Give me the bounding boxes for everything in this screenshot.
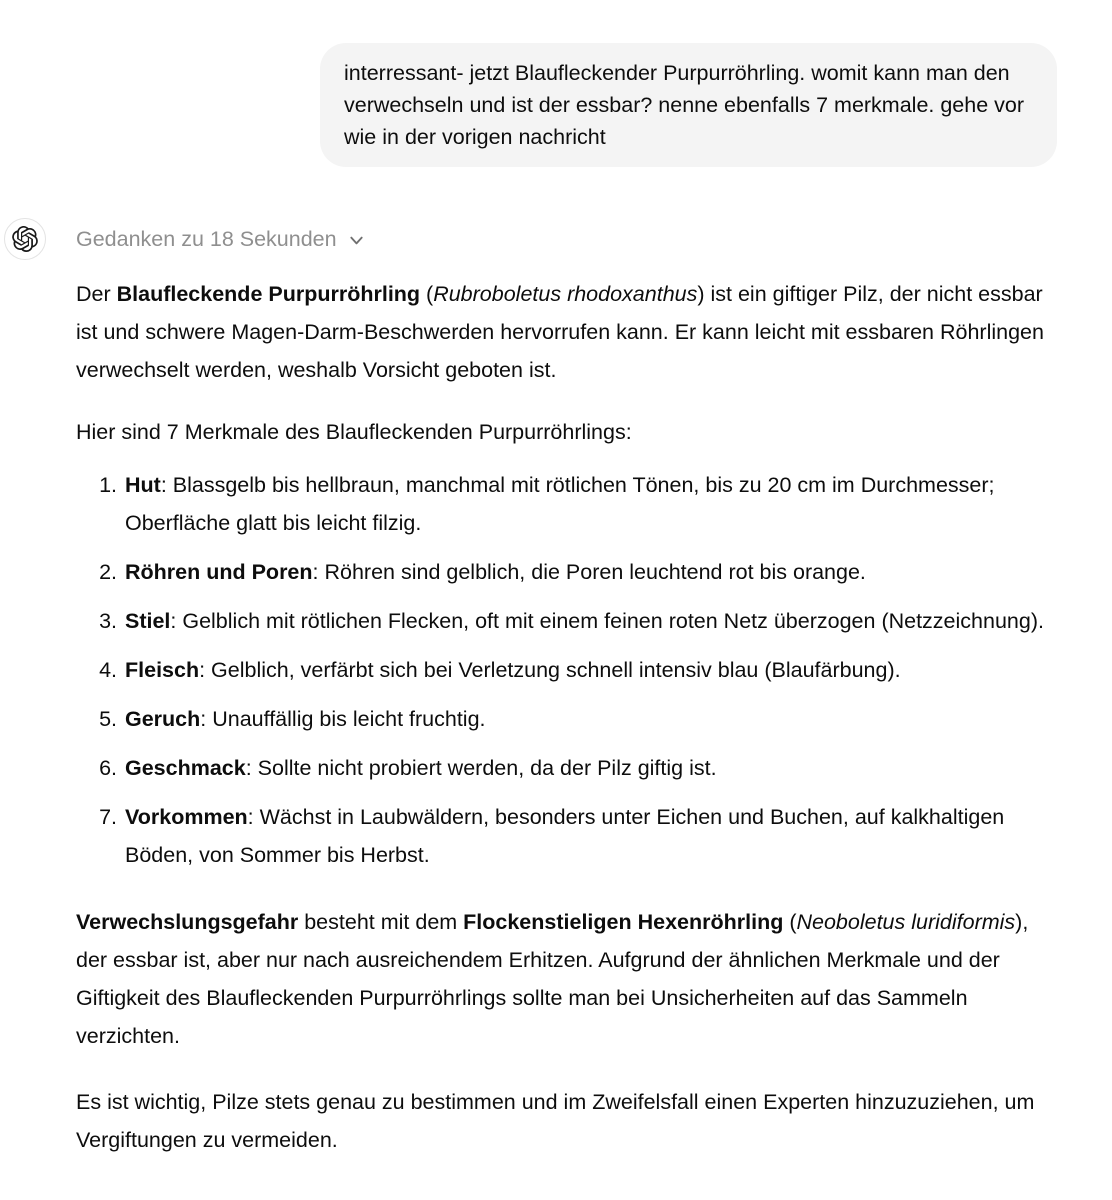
- latin-name-italic: Neoboletus luridiformis: [796, 910, 1016, 934]
- merkmal-item-vorkommen: [123, 798, 1056, 874]
- outro-paragraph: Es ist wichtig, Pilze stets genau zu bestimmen und im Zweifelsfall einen Experten hinzuzuziehen, um Vergiftungen zu vermeiden.: [76, 1090, 1035, 1152]
- user-message-bubble: [320, 43, 1057, 167]
- merkmale-list: [76, 466, 1056, 874]
- text-run: ), der essbar ist, aber nur nach ausreichendem Erhitzen. Aufgrund der ähnlichen Merkmale und der Giftigkeit des Blaufleckenden Purpurröhrlings sollte man bei Unsicherheiten auf das Sammeln verzichten.: [76, 910, 1029, 1048]
- merkmal-item-geschmack: [123, 749, 1056, 787]
- merkmal-item-roehren-poren: [123, 553, 1056, 591]
- merkmal-item-hut: [123, 466, 1056, 542]
- assistant-avatar: [4, 218, 46, 260]
- assistant-markdown: [76, 260, 1056, 1159]
- list-intro: Hier sind 7 Merkmale des Blaufleckenden Purpurröhrlings:: [76, 420, 632, 444]
- thoughts-label: Gedanken zu 18 Sekunden: [76, 226, 337, 251]
- intro-paragraph: [76, 275, 1056, 389]
- merkmal-item-fleisch: [123, 651, 1056, 689]
- merkmal-item-geruch: [123, 700, 1056, 738]
- assistant-message: [0, 218, 1112, 1159]
- user-message-row: [0, 0, 1112, 167]
- user-message-text: interressant- jetzt Blaufleckender Purpurröhrling. womit kann man den verwechseln und ist der essbar? nenne ebenfalls 7 merkmale. gehe vor wie in der vorigen nachricht: [344, 61, 1025, 149]
- text-run: Der: [76, 282, 117, 306]
- assistant-content: [76, 218, 1056, 1159]
- chevron-down-icon: [348, 232, 365, 249]
- text-run: (: [783, 910, 797, 934]
- openai-logo-icon: [12, 226, 38, 252]
- species-name-bold: Blaufleckende Purpurröhrling: [116, 282, 421, 306]
- text-run: (: [420, 282, 434, 306]
- merkmal-item-stiel: [123, 602, 1056, 640]
- merkmal-text: : Unauffällig bis leicht fruchtig.: [200, 707, 486, 731]
- warning-paragraph: [76, 903, 1056, 1055]
- thoughts-toggle-button[interactable]: [76, 218, 365, 260]
- merkmal-text: : Gelblich mit rötlichen Flecken, oft mit einem feinen roten Netz überzogen (Netzzeichnung).: [170, 609, 1044, 633]
- merkmal-text: : Wächst in Laubwäldern, besonders unter Eichen und Buchen, auf kalkhaltigen Böden, von Sommer bis Herbst.: [125, 805, 1005, 867]
- merkmal-text: : Sollte nicht probiert werden, da der Pilz giftig ist.: [245, 756, 717, 780]
- merkmal-label: Geschmack: [125, 756, 246, 780]
- merkmal-text: : Röhren sind gelblich, die Poren leuchtend rot bis orange.: [312, 560, 866, 584]
- lookalike-name-bold: Flockenstieligen Hexenröhrling: [463, 910, 784, 934]
- merkmal-label: Hut: [125, 473, 161, 497]
- warning-lead-bold: Verwechslungsgefahr: [76, 910, 299, 934]
- latin-name-italic: Rubroboletus rhodoxanthus: [433, 282, 698, 306]
- merkmal-text: : Gelblich, verfärbt sich bei Verletzung schnell intensiv blau (Blaufärbung).: [199, 658, 901, 682]
- merkmal-label: Geruch: [125, 707, 201, 731]
- text-run: ) ist ein giftiger Pilz, der nicht essbar ist und schwere Magen-Darm-Beschwerden hervorrufen kann. Er kann leicht mit essbaren Röhrlingen verwechselt werden, weshalb Vorsicht geboten ist.: [76, 282, 1044, 382]
- merkmal-label: Vorkommen: [125, 805, 248, 829]
- merkmal-label: Fleisch: [125, 658, 200, 682]
- text-run: besteht mit dem: [298, 910, 464, 934]
- merkmal-label: Stiel: [125, 609, 171, 633]
- merkmal-text: : Blassgelb bis hellbraun, manchmal mit rötlichen Tönen, bis zu 20 cm im Durchmesser; Oberfläche glatt bis leicht filzig.: [125, 473, 995, 535]
- merkmal-label: Röhren und Poren: [125, 560, 313, 584]
